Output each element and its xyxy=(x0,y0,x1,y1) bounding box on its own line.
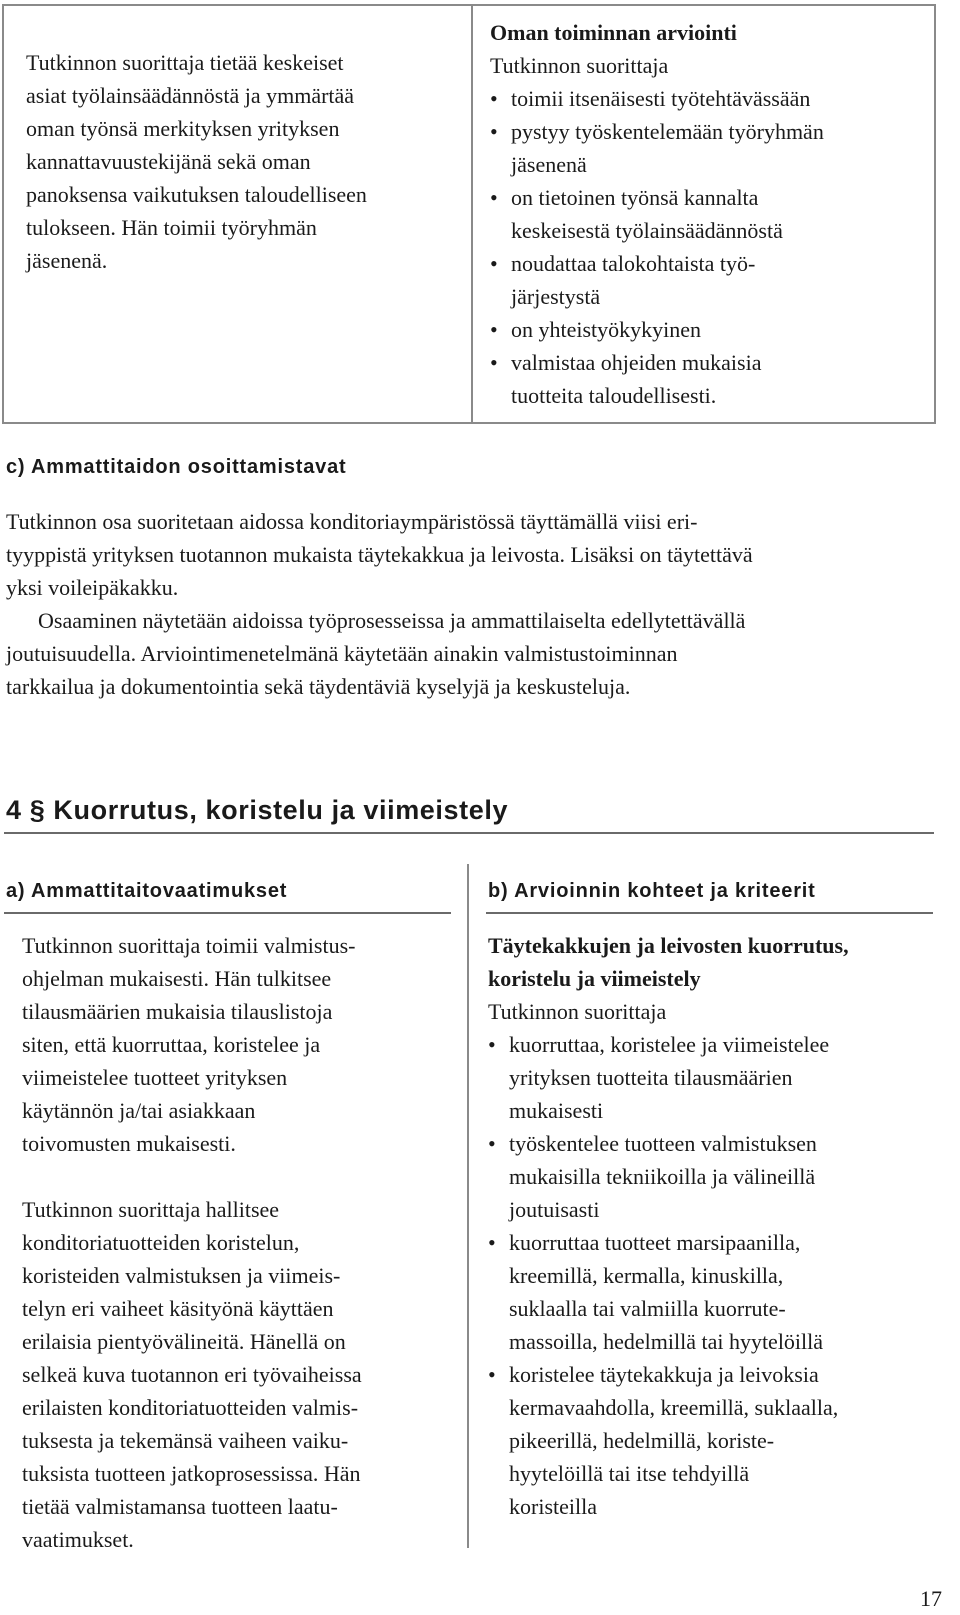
list-item: • kuorruttaa tuotteet marsipaanilla, kreemillä, kermalla, kinuskilla, suklaalla tai valmiilla kuorrute- massoilla, hedelmillä tai hyytelöillä xyxy=(488,1226,933,1358)
section-c-body xyxy=(6,505,936,703)
list-item: • noudattaa talokohtaista työ- järjestystä xyxy=(490,247,930,313)
column-divider xyxy=(467,864,469,1548)
column-b-rule xyxy=(486,912,933,914)
top-right-cell xyxy=(490,16,930,412)
criteria-list xyxy=(488,1028,933,1523)
table-column-divider xyxy=(471,6,473,422)
assessment-criteria-list xyxy=(490,82,930,412)
top-left-cell xyxy=(26,46,456,277)
criteria-subheading: Täytekakkujen ja leivosten kuorrutus, xyxy=(488,933,849,958)
column-b-heading: b) Arvioinnin kohteet ja kriteerit xyxy=(488,880,816,902)
chapter-title: 4 § Kuorrutus, koristelu ja viimeistely xyxy=(6,795,509,825)
column-a-body xyxy=(22,929,452,1556)
paragraph: Osaaminen näytetään aidoissa työprosesseissa ja ammattilaiselta edellytettävällä joutuisuudella. Arviointimenetelmänä käytetään ainakin valmistustoiminnan tarkkailua ja dokumentointia sekä täydentäviä kyselyjä ja keskusteluja. xyxy=(6,608,746,699)
paragraph: Tutkinnon osa suoritetaan aidossa konditoriaympäristössä täyttämällä viisi eri- tyyppistä yrityksen tuotannon mukaista täytekakkua ja leivosta. Lisäksi on täytettävä yksi voileipäkakku. xyxy=(6,509,753,600)
text-line: oman työnsä merkityksen yrityksen xyxy=(26,116,340,141)
text-line: Tutkinnon suorittaja tietää keskeiset xyxy=(26,50,344,75)
column-a-rule xyxy=(4,912,451,914)
column-b-body xyxy=(488,929,933,1523)
list-item: • on yhteistyökykyinen xyxy=(490,313,930,346)
paragraph: Tutkinnon suorittaja hallitsee konditoriatuotteiden koristelun, koristeiden valmistuksen ja viimeis- telyn eri vaiheet käsityönä käyttäen erilaisia pientyövälineitä. Hänellä on selkeä kuva tuotannon eri työvaiheissa erilaisten konditoriatuotteiden valmis- tuksesta ja tekemänsä vaiheen vaiku- tuksista tuotteen jatkoprosessissa. Hän tietää valmistamansa tuotteen laatu- vaatimukset. xyxy=(22,1197,362,1552)
chapter-rule xyxy=(4,832,934,834)
criteria-subheading: koristelu ja viimeistely xyxy=(488,966,701,991)
list-item: • pystyy työskentelemään työryhmän jäsenenä xyxy=(490,115,930,181)
list-item: • on tietoinen työnsä kannalta keskeisestä työlainsäädännöstä xyxy=(490,181,930,247)
top-assessment-table xyxy=(2,4,936,424)
text-line: tulokseen. Hän toimii työryhmän xyxy=(26,215,317,240)
assessment-heading: Oman toiminnan arviointi xyxy=(490,20,737,45)
assessment-subject: Tutkinnon suorittaja xyxy=(490,53,669,78)
list-item: • kuorruttaa, koristelee ja viimeistelee yrityksen tuotteita tilausmäärien mukaisesti xyxy=(488,1028,933,1127)
list-item: • työskentelee tuotteen valmistuksen mukaisilla tekniikoilla ja välineillä joutuisasti xyxy=(488,1127,933,1226)
column-a-heading: a) Ammattitaitovaatimukset xyxy=(6,880,288,902)
text-line: panoksensa vaikutuksen taloudelliseen xyxy=(26,182,367,207)
criteria-subject: Tutkinnon suorittaja xyxy=(488,999,667,1024)
list-item: • toimii itsenäisesti työtehtävässään xyxy=(490,82,930,115)
section-c-heading: c) Ammattitaidon osoittamistavat xyxy=(6,456,347,478)
page-number: 17 xyxy=(920,1586,942,1611)
list-item: • koristelee täytekakkuja ja leivoksia kermavaahdolla, kreemillä, suklaalla, pikeerillä, hedelmillä, koriste- hyytelöillä tai itse tehdyillä koristeilla xyxy=(488,1358,933,1523)
text-line: asiat työlainsäädännöstä ja ymmärtää xyxy=(26,83,355,108)
text-line: jäsenenä. xyxy=(26,248,108,273)
text-line: kannattavuustekijänä sekä oman xyxy=(26,149,311,174)
paragraph: Tutkinnon suorittaja toimii valmistus- ohjelman mukaisesti. Hän tulkitsee tilausmäärien mukaisia tilauslistoja siten, että kuorruttaa, koristelee ja viimeistelee tuotteet yrityksen käytännön ja/tai asiakkaan toivomusten mukaisesti. xyxy=(22,933,356,1156)
list-item: • valmistaa ohjeiden mukaisia tuotteita taloudellisesti. xyxy=(490,346,930,412)
